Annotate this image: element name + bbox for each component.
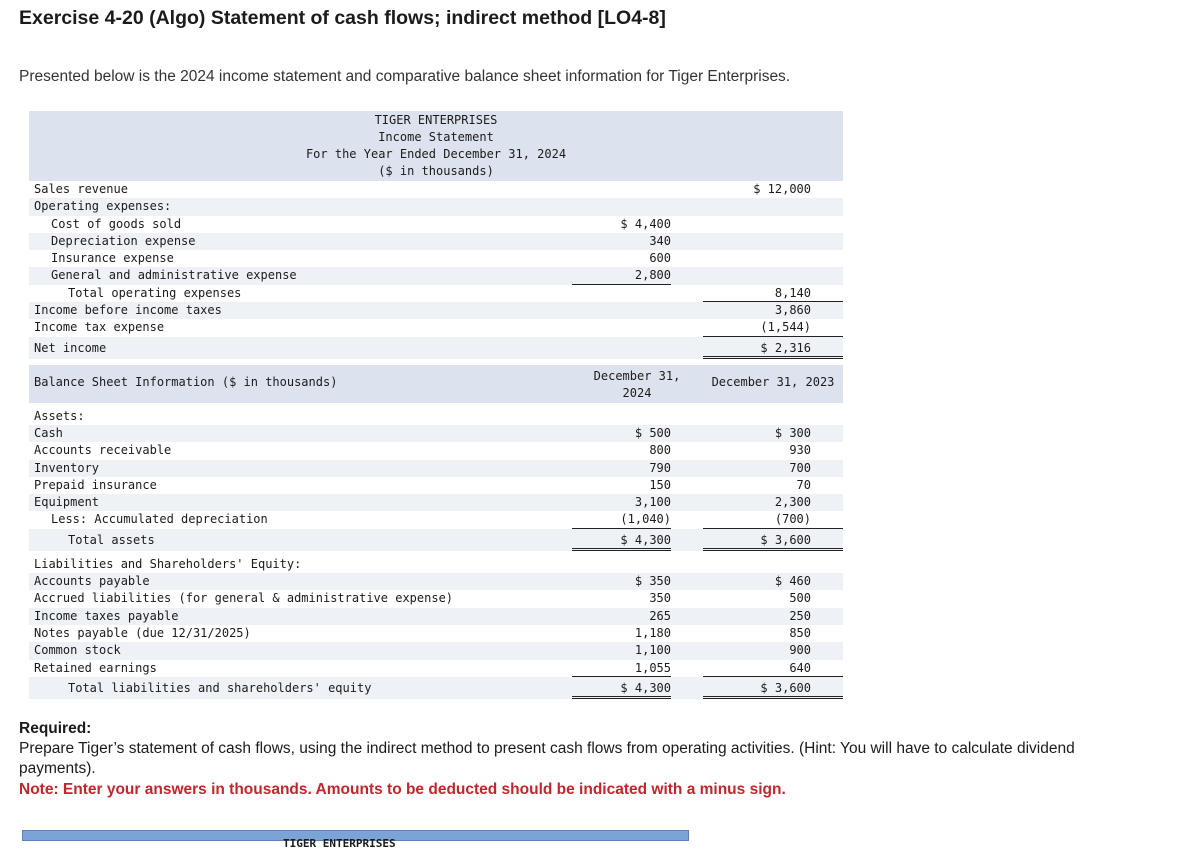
required-heading: Required: (19, 720, 92, 737)
liabilities-heading-row (29, 556, 843, 573)
value-2024: 1,055 (572, 660, 671, 677)
total-assets-2023: $ 3,600 (760, 532, 811, 547)
value-2023: 250 (789, 608, 811, 623)
row-label: Less: Accumulated depreciation (51, 512, 268, 527)
ga-value: 2,800 (572, 267, 671, 284)
value-2024: 150 (649, 477, 671, 492)
row-label: Depreciation expense (51, 233, 196, 248)
value-2023: (700) (774, 512, 811, 527)
row-label: Prepaid insurance (34, 477, 157, 492)
value-2023: 850 (789, 625, 811, 640)
assets-heading-row (29, 408, 843, 425)
cogs-row (29, 216, 843, 233)
row-label: Accounts payable (34, 574, 150, 589)
total-opex-value: 8,140 (774, 285, 811, 300)
row-label: Cash (34, 425, 63, 440)
insurance-row (29, 250, 843, 267)
row-label: Total assets (68, 532, 155, 547)
table-row (29, 642, 843, 659)
table-row (29, 660, 843, 677)
row-label: Liabilities and Shareholders' Equity: (34, 556, 302, 571)
row-label: Assets: (34, 408, 85, 423)
row-label: Cost of goods sold (51, 216, 182, 231)
table-row (29, 590, 843, 607)
statement-units: ($ in thousands) (378, 164, 494, 178)
exercise-title: Exercise 4-20 (Algo) Statement of cash flows; indirect method [LO4-8] (19, 7, 666, 29)
value-2023: 900 (789, 643, 811, 658)
income-statement-header (29, 111, 843, 181)
ibt-value: 3,860 (774, 303, 811, 318)
value-2024: 1,180 (634, 625, 671, 640)
required-text: Prepare Tiger’s statement of cash flows, using the indirect method to present cash flows from operating activities. (Hint: You will have to calculate dividend payments). (19, 740, 1075, 777)
row-label: Net income (34, 340, 107, 355)
ibt-row (29, 302, 843, 319)
row-label: Notes payable (due 12/31/2025) (34, 625, 251, 640)
value-2024: $ 350 (634, 574, 671, 589)
answer-table-title: TIGER ENTERPRISES (283, 837, 396, 850)
table-row (29, 573, 843, 590)
column-2023-header: December 31, 2023 (711, 374, 835, 389)
statement-name: Income Statement (378, 130, 494, 144)
value-2024: (1,040) (572, 511, 671, 528)
tax-row (29, 319, 843, 336)
row-label: Income tax expense (34, 320, 165, 335)
value-2023: 930 (789, 443, 811, 458)
value-2023: 700 (789, 460, 811, 475)
answer-table-header (22, 830, 689, 850)
total-assets-row (29, 529, 843, 551)
column-2024-header: December 31, 2024 (593, 368, 681, 400)
row-label: Accounts receivable (34, 443, 172, 458)
intro-text: Presented below is the 2024 income statement and comparative balance sheet information for Tiger Enterprises. (19, 68, 791, 85)
ga-row (29, 267, 843, 284)
value-2023: $ 460 (774, 574, 811, 589)
table-row (29, 494, 843, 511)
value-2024: 800 (649, 443, 671, 458)
row-label: General and administrative expense (51, 268, 297, 283)
table-row (29, 511, 843, 528)
row-label: Inventory (34, 460, 100, 475)
statement-period: For the Year Ended December 31, 2024 (305, 147, 567, 161)
value-2024: 790 (649, 460, 671, 475)
financial-statement (29, 111, 843, 699)
row-label: Common stock (34, 643, 121, 658)
row-label: Equipment (34, 495, 100, 510)
value-2024: 265 (649, 608, 671, 623)
table-row (29, 425, 843, 442)
net-income-value: $ 2,316 (760, 340, 811, 355)
tax-value: (1,544) (760, 320, 811, 335)
sales-row (29, 181, 843, 198)
insurance-value: 600 (649, 251, 671, 266)
table-row (29, 625, 843, 642)
required-section (19, 719, 1099, 800)
net-income-row (29, 337, 843, 359)
total-le-2023: $ 3,600 (760, 680, 811, 695)
table-row (29, 460, 843, 477)
value-2024: $ 500 (634, 425, 671, 440)
total-liabilities-equity-row (29, 677, 843, 699)
value-2023: 70 (796, 477, 811, 492)
opex-heading-row (29, 198, 843, 215)
row-label: Total operating expenses (68, 285, 242, 300)
value-2024: 350 (649, 591, 671, 606)
value-2023: 2,300 (774, 495, 811, 510)
row-label: Income before income taxes (34, 303, 222, 318)
total-le-2024: $ 4,300 (572, 677, 671, 699)
row-label: Total liabilities and shareholders' equity (68, 680, 372, 695)
value-2024: 1,100 (634, 643, 671, 658)
cogs-value: $ 4,400 (620, 216, 671, 231)
value-2023: $ 300 (774, 425, 811, 440)
balance-sheet-header (29, 365, 843, 403)
row-label: Accrued liabilities (for general & administrative expense) (34, 591, 454, 606)
row-label: Sales revenue (34, 182, 128, 196)
value-2023: 500 (789, 591, 811, 606)
row-label: Income taxes payable (34, 608, 179, 623)
required-note: Note: Enter your answers in thousands. Amounts to be deducted should be indicated with a minus sign. (19, 781, 786, 798)
value-2024: 3,100 (634, 495, 671, 510)
balance-sheet-title: Balance Sheet Information ($ in thousands) (34, 374, 338, 389)
sales-value: $ 12,000 (753, 182, 811, 196)
value-2023: 640 (789, 660, 811, 675)
row-label: Operating expenses: (34, 199, 172, 214)
row-label: Retained earnings (34, 660, 157, 675)
total-assets-2024: $ 4,300 (572, 529, 671, 551)
table-row (29, 608, 843, 625)
company-name: TIGER ENTERPRISES (374, 113, 498, 127)
table-row (29, 442, 843, 459)
total-opex-row (29, 285, 843, 302)
depreciation-value: 340 (649, 233, 671, 248)
depreciation-row (29, 233, 843, 250)
table-row (29, 477, 843, 494)
row-label: Insurance expense (51, 251, 174, 266)
